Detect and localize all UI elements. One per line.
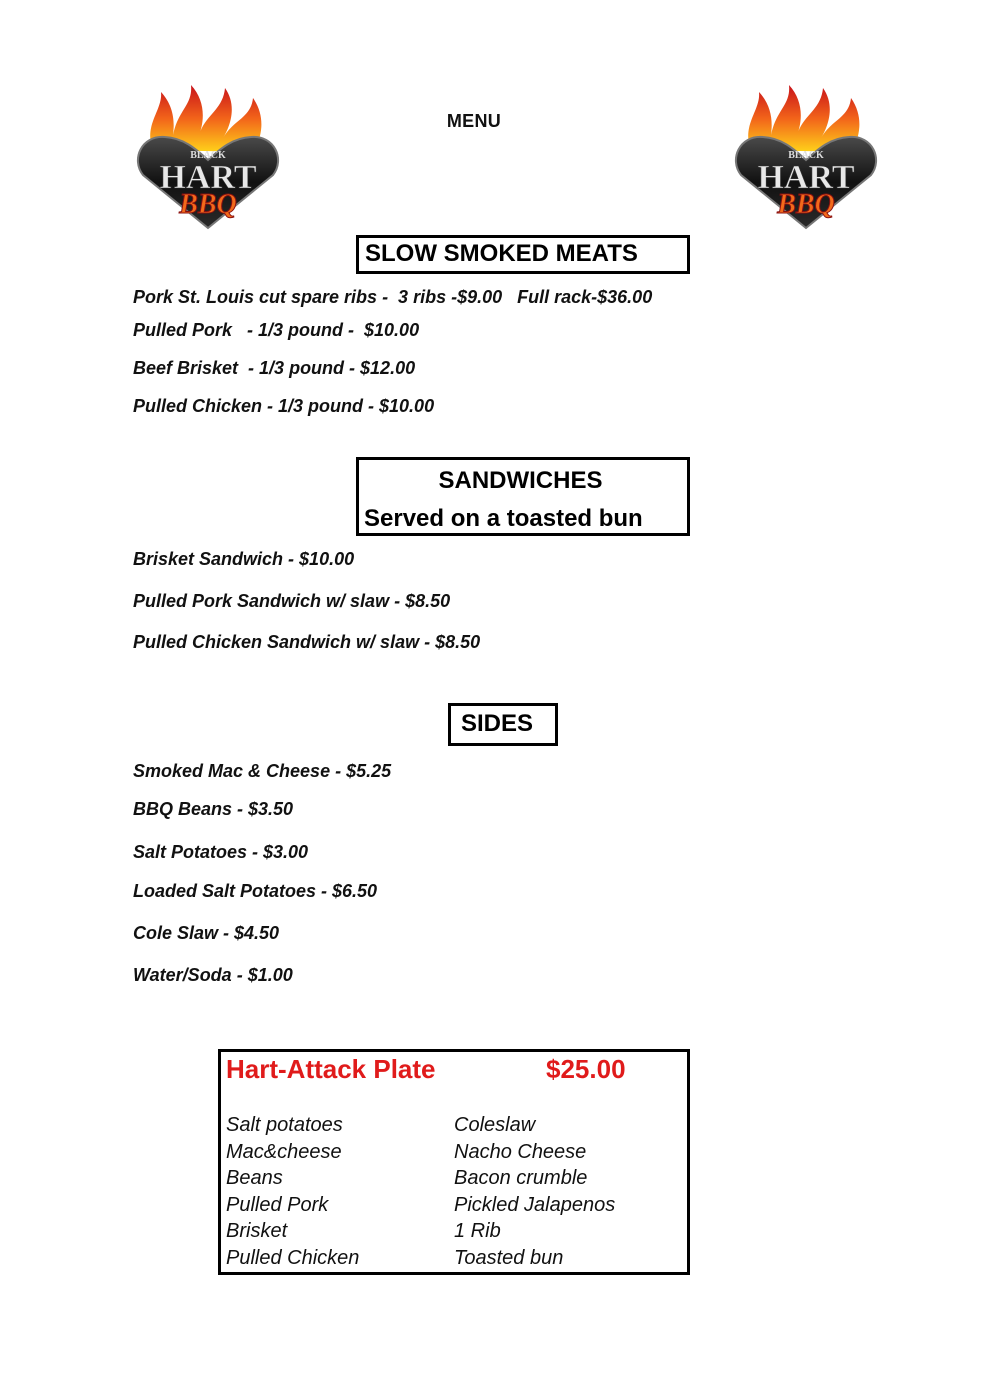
plate-item: Toasted bun (454, 1246, 564, 1269)
plate-item: Beans (226, 1167, 283, 1189)
section-heading-sandwiches (356, 457, 690, 536)
sandwiches-heading-title: SANDWICHES (438, 467, 603, 494)
plate-item: Pulled Chicken (226, 1246, 360, 1269)
menu-item-mac-cheese: Smoked Mac & Cheese - $5.25 (133, 761, 392, 781)
menu-item-beef-brisket: Beef Brisket - 1/3 pound - $12.00 (133, 358, 416, 378)
plate-item: Salt potatoes (226, 1114, 343, 1136)
menu-item-loaded-salt-potatoes: Loaded Salt Potatoes - $6.50 (133, 881, 378, 901)
svg-text:BLACK: BLACK (788, 150, 824, 161)
svg-text:BBQ: BBQ (777, 189, 835, 220)
menu-item-cole-slaw: Cole Slaw - $4.50 (133, 923, 280, 943)
plate-item: Coleslaw (454, 1114, 536, 1136)
svg-text:HART: HART (159, 159, 257, 196)
plate-price: $25.00 (546, 1054, 626, 1084)
svg-text:HART: HART (757, 159, 855, 196)
plate-item: Mac&cheese (226, 1140, 342, 1163)
menu-item-bbq-beans: BBQ Beans - $3.50 (133, 799, 294, 819)
menu-item-pulled-chicken-sandwich: Pulled Chicken Sandwich w/ slaw - $8.50 (133, 632, 481, 652)
sandwiches-heading-subtitle: Served on a toasted bun (364, 505, 643, 532)
menu-item-pulled-pork-sandwich: Pulled Pork Sandwich w/ slaw - $8.50 (133, 591, 451, 611)
section-heading-meats: SLOW SMOKED MEATS (356, 235, 690, 274)
hart-attack-plate-box (218, 1049, 690, 1275)
svg-text:BBQ: BBQ (179, 189, 237, 220)
plate-item: 1 Rib (454, 1220, 501, 1242)
menu-item-salt-potatoes: Salt Potatoes - $3.00 (133, 842, 309, 862)
plate-item: Brisket (226, 1220, 288, 1242)
black-hart-bbq-logo-right (731, 80, 881, 230)
menu-item-pulled-chicken: Pulled Chicken - 1/3 pound - $10.00 (133, 396, 435, 416)
svg-text:BLACK: BLACK (190, 150, 226, 161)
plate-item: Nacho Cheese (454, 1140, 587, 1163)
plate-item: Pulled Pork (226, 1193, 329, 1216)
menu-item-ribs: Pork St. Louis cut spare ribs - 3 ribs -$9.00 Full rack-$36.00 (133, 287, 653, 307)
menu-item-water-soda: Water/Soda - $1.00 (133, 965, 293, 985)
plate-items-left (226, 1112, 359, 1271)
plate-title: Hart-Attack Plate (226, 1054, 436, 1084)
menu-item-pulled-pork: Pulled Pork - 1/3 pound - $10.00 (133, 320, 420, 340)
flaming-heart-logo-icon (133, 80, 283, 230)
menu-title: MENU (446, 111, 502, 131)
plate-item: Pickled Jalapenos (454, 1193, 616, 1216)
plate-item: Bacon crumble (454, 1167, 588, 1189)
flaming-heart-logo-icon (731, 80, 881, 230)
menu-item-brisket-sandwich: Brisket Sandwich - $10.00 (133, 549, 355, 569)
black-hart-bbq-logo-left (133, 80, 283, 230)
plate-items-right (454, 1112, 615, 1271)
section-heading-sides: SIDES (448, 703, 558, 746)
